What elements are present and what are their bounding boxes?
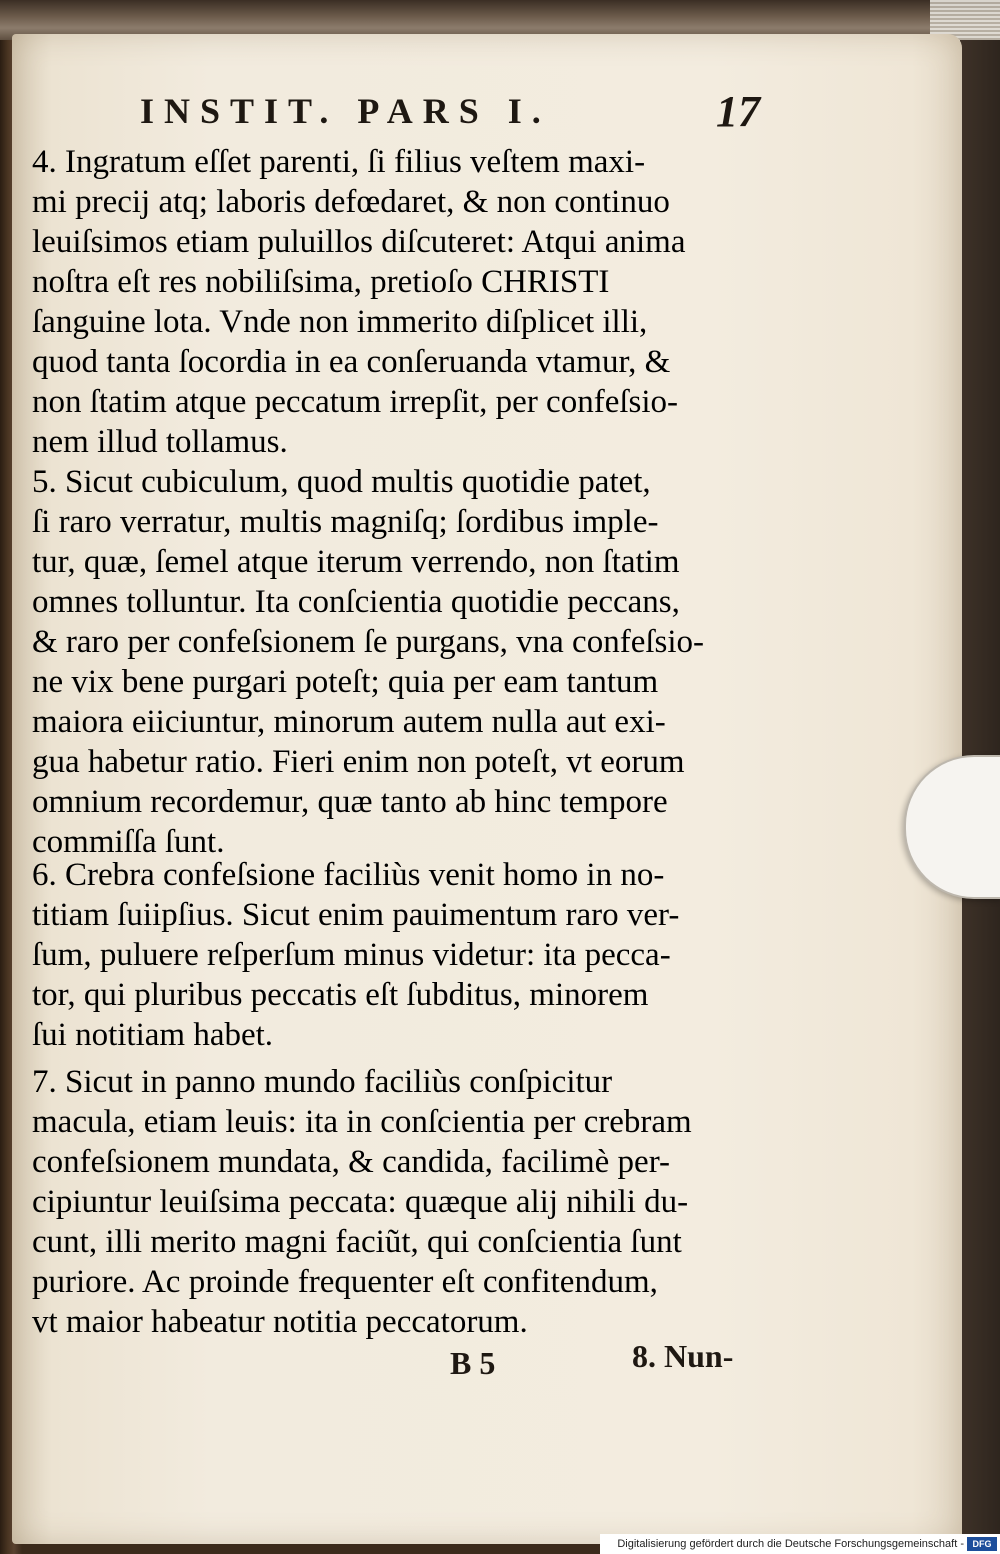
dfg-logo[interactable]: DFG (967, 1537, 997, 1551)
text-line: leuiſsimos etiam puluillos diſcuteret: Atqui anima (32, 224, 686, 260)
text-line: macula, etiam leuis: ita in conſcientia per crebram (32, 1104, 692, 1140)
page-number: 17 (716, 87, 760, 136)
text-line: titiam ſuiipſius. Sicut enim pauimentum raro ver- (32, 897, 680, 933)
text-line: ſanguine lota. Vnde non immerito diſplicet illi, (32, 304, 648, 340)
text-line: puriore. Ac proinde frequenter eſt confitendum, (32, 1264, 658, 1300)
text-line: vt maior habeatur notitia peccatorum. (32, 1304, 528, 1340)
text-line: mi precij atq; laboris defœdaret, & non continuo (32, 184, 670, 220)
text-line: omnes tolluntur. Ita conſcientia quotidie peccans, (32, 584, 680, 620)
text-line: nem illud tollamus. (32, 424, 288, 460)
digitization-footer (600, 1534, 1000, 1554)
text-line: tur, quæ, ſemel atque iterum verrendo, non ſtatim (32, 544, 680, 580)
text-line: gua habetur ratio. Fieri enim non poteſt, vt eorum (32, 744, 685, 780)
text-line: ſui notitiam habet. (32, 1017, 274, 1053)
text-line: non ſtatim atque peccatum irrepſit, per confeſsio- (32, 384, 679, 420)
text-line: maiora eiiciuntur, minorum autem nulla aut exi- (32, 704, 666, 740)
text-line: cunt, illi merito magni faciũt, qui conſcientia ſunt (32, 1224, 682, 1260)
text-line: cipiuntur leuiſsima peccata: quæque alij nihili du- (32, 1184, 689, 1220)
running-title: INSTIT. PARS I. (140, 91, 551, 131)
footer-text: Digitalisierung gefördert durch die Deutsche Forschungsgemeinschaft - (617, 1538, 964, 1550)
signature-mark: B 5 (450, 1345, 496, 1381)
text-line: 5. Sicut cubiculum, quod multis quotidie patet, (32, 464, 651, 500)
text-line: confeſsionem mundata, & candida, facilimè per- (32, 1144, 671, 1180)
catchword: 8. Nun- (632, 1338, 734, 1374)
text-line: noſtra eſt res nobiliſsima, pretioſo CHRISTI (32, 264, 610, 300)
text-line: ne vix bene purgari poteſt; quia per eam tantum (32, 664, 659, 700)
text-line: tor, qui pluribus peccatis eſt ſubditus, minorem (32, 977, 649, 1013)
text-line: omnium recordemur, quæ tanto ab hinc tempore (32, 784, 668, 820)
text-line: ſi raro verratur, multis magniſq; ſordibus imple- (32, 504, 659, 540)
text-line: 4. Ingratum eſſet parenti, ſi filius veſtem maxi- (32, 144, 646, 180)
text-line: quod tanta ſocordia in ea conſeruanda vtamur, & (32, 344, 671, 380)
text-line: commiſſa ſunt. (32, 824, 225, 860)
text-line: 7. Sicut in panno mundo faciliùs conſpicitur (32, 1064, 613, 1100)
text-line: 6. Crebra confeſsione faciliùs venit homo in no- (32, 857, 665, 893)
running-header (140, 87, 780, 140)
text-line: & raro per confeſsionem ſe purgans, vna confeſsio- (32, 624, 705, 660)
text-line: ſum, puluere reſperſum minus videtur: ita pecca- (32, 937, 671, 973)
